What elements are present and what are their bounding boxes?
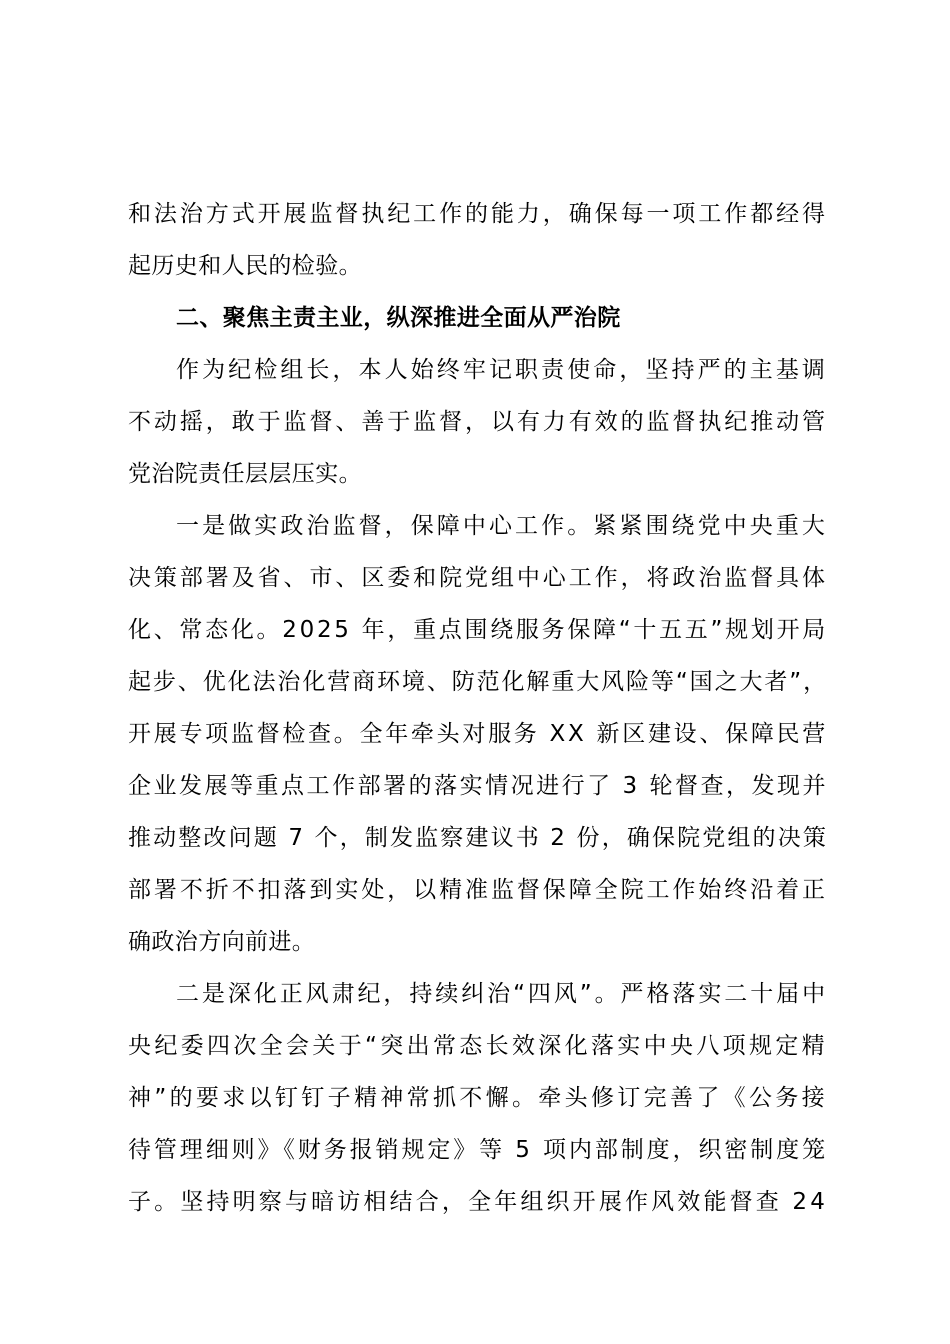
text-line: 待管理细则》《财务报销规定》等 5 项内部制度，织密制度笼 — [128, 1137, 828, 1163]
paragraph-first-line: 作为纪检组长，本人始终牢记职责使命，坚持严的主基调 — [176, 357, 828, 383]
text-line: 起历史和人民的检验。 — [128, 253, 362, 279]
text-line: 起步、优化法治化营商环境、防范化解重大风险等“国之大者”， — [128, 669, 828, 695]
text-line: 不动摇，敢于监督、善于监督，以有力有效的监督执纪推动管 — [128, 409, 828, 435]
paragraph-first-line: 二是深化正风肃纪，持续纠治“四风”。严格落实二十届中 — [176, 981, 828, 1007]
text-line: 子。坚持明察与暗访相结合，全年组织开展作风效能督查 24 — [128, 1189, 828, 1215]
text-line: 神”的要求以钉钉子精神常抓不懈。牵头修订完善了《公务接 — [128, 1085, 828, 1111]
text-line: 部署不折不扣落到实处，以精准监督保障全院工作始终沿着正 — [128, 877, 828, 903]
text-line: 确政治方向前进。 — [128, 929, 316, 955]
text-line: 决策部署及省、市、区委和院党组中心工作，将政治监督具体 — [128, 565, 828, 591]
paragraph-first-line: 一是做实政治监督，保障中心工作。紧紧围绕党中央重大 — [176, 513, 828, 539]
text-line: 推动整改问题 7 个，制发监察建议书 2 份，确保院党组的决策 — [128, 825, 828, 851]
text-line: 开展专项监督检查。全年牵头对服务 XX 新区建设、保障民营 — [128, 721, 828, 747]
text-line: 党治院责任层层压实。 — [128, 461, 362, 487]
text-line: 央纪委四次全会关于“突出常态长效深化落实中央八项规定精 — [128, 1033, 828, 1059]
document-body — [128, 194, 828, 1234]
text-line: 化、常态化。2025 年，重点围绕服务保障“十五五”规划开局 — [128, 617, 828, 643]
text-line: 企业发展等重点工作部署的落实情况进行了 3 轮督查，发现并 — [128, 773, 828, 799]
text-line: 和法治方式开展监督执纪工作的能力，确保每一项工作都经得 — [128, 201, 828, 227]
section-heading: 二、聚焦主责主业，纵深推进全面从严治院 — [176, 305, 621, 331]
